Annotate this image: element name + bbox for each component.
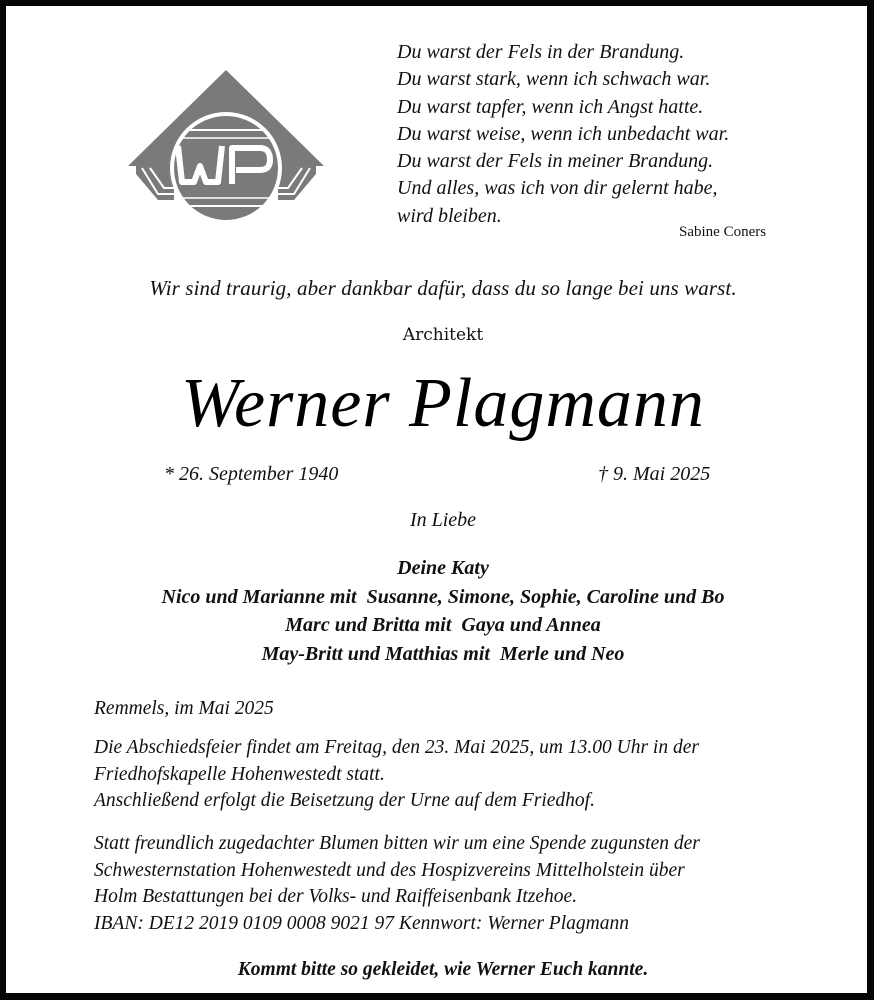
birth-date: * 26. September 1940: [164, 463, 339, 485]
donation-line: Schwesternstation Hohenwestedt und des Hospizvereins Mittelholstein über: [94, 859, 685, 881]
wp-house-logo-icon: [128, 70, 324, 236]
donation-info: [94, 831, 700, 937]
iban-line: IBAN: DE12 2019 0109 0008 9021 97 Kennwort: Werner Plagmann: [94, 912, 629, 934]
place-date: Remmels, im Mai 2025: [94, 698, 274, 719]
closing-note: Kommt bitte so gekleidet, wie Werner Euch kannte.: [237, 959, 649, 980]
ceremony-line: Die Abschiedsfeier findet am Freitag, den 23. Mai 2025, um 13.00 Uhr in der: [94, 737, 699, 758]
donation-line: Statt freundlich zugedachter Blumen bitten wir um eine Spende zugunsten der: [94, 833, 700, 854]
ceremony-line: Friedhofskapelle Hohenwestedt statt.: [94, 763, 385, 785]
ceremony-line: Anschließend erfolgt die Beisetzung der Urne auf dem Friedhof.: [94, 790, 595, 812]
poem-line: Du warst der Fels in der Brandung.: [397, 41, 685, 63]
poem-line: Du warst weise, wenn ich unbedacht war.: [397, 122, 730, 145]
tagline: Wir sind traurig, aber dankbar dafür, dass du so lange bei uns warst.: [149, 276, 737, 300]
mourners-intro: In Liebe: [409, 509, 477, 531]
mourner-line: May-Britt und Matthias mit Merle und Neo: [261, 642, 625, 665]
poem-line: wird bleiben.: [397, 204, 502, 227]
mourner-line: Deine Katy: [397, 557, 489, 579]
poem-line: Du warst der Fels in meiner Brandung.: [397, 150, 714, 173]
poem-line: Du warst stark, wenn ich schwach war.: [397, 68, 711, 91]
ceremony-info: [94, 735, 699, 815]
mourner-line: Marc und Britta mit Gaya und Annea: [285, 614, 601, 636]
mourners-list: [6, 554, 874, 668]
profession: Architekt: [402, 325, 484, 345]
poem-author: Sabine Coners: [679, 224, 767, 240]
death-date: † 9. Mai 2025: [598, 463, 711, 485]
mourner-line: Nico und Marianne mit Susanne, Simone, Sophie, Caroline und Bo: [161, 585, 725, 608]
deceased-name: Werner Plagmann: [181, 365, 705, 442]
poem-line: Du warst tapfer, wenn ich Angst hatte.: [397, 95, 704, 118]
poem-line: Und alles, was ich von dir gelernt habe,: [397, 177, 718, 200]
donation-line: Holm Bestattungen bei der Volks- und Raiffeisenbank Itzehoe.: [94, 886, 578, 908]
poem: [397, 39, 729, 230]
